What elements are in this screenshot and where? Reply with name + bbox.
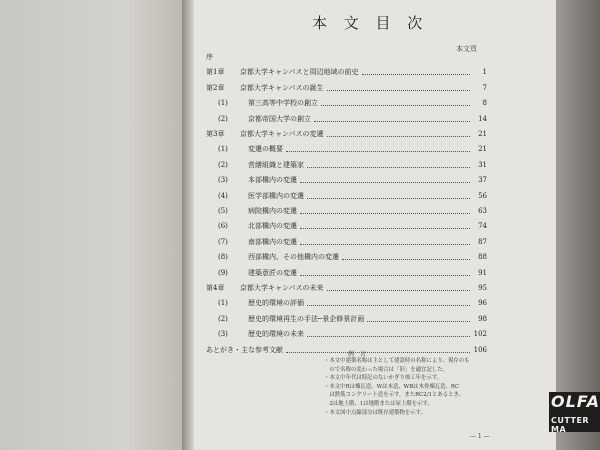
toc-entry-title: 京都大学キャンパスと周辺地域の前史 <box>240 68 359 77</box>
toc-page-number: 14 <box>478 114 487 123</box>
note-line: 2は地上階、1は地階または屋上階を示す。 <box>324 400 433 407</box>
toc-number: (3) <box>218 176 228 185</box>
toc-leader-dots <box>362 73 470 75</box>
toc-row <box>218 114 487 124</box>
toc-number: (8) <box>218 253 228 262</box>
toc-leader-dots <box>342 258 470 260</box>
toc-number: (1) <box>218 145 228 154</box>
toc-entry-title: 京都大学キャンパスの変遷 <box>240 130 324 138</box>
toc-leader-dots <box>300 212 470 214</box>
note-line: ・本文中年代は特記のないかぎり竣工年を示す。 <box>324 375 443 382</box>
toc-number: 第2章 <box>206 83 225 92</box>
toc-page-number: 95 <box>478 284 487 292</box>
toc-number: あとがき・主な参考文献 <box>206 345 283 354</box>
toc-entry-title: 歴史的環境再生の手法─景企修景計画 <box>248 314 365 323</box>
note-line: ので名称の変わった場合は「旧」を適宜記した。 <box>324 366 448 373</box>
toc-number: 序 <box>206 53 213 61</box>
toc-page-number: 96 <box>478 299 487 308</box>
toc-leader-dots <box>321 104 470 106</box>
toc-row <box>218 191 487 201</box>
toc-entry-title: 南部構内の変遷 <box>248 237 297 246</box>
toc-page-number: 102 <box>473 330 487 339</box>
toc-page-number: 74 <box>478 222 487 231</box>
toc-number: (9) <box>218 268 228 277</box>
toc-leader-dots <box>367 320 470 322</box>
toc-page-number: 21 <box>478 145 487 154</box>
toc-page-number: 87 <box>478 237 487 246</box>
toc-leader-dots <box>307 335 470 337</box>
toc-row <box>218 98 487 108</box>
toc-entry-title: 医学部構内の変遷 <box>248 191 304 200</box>
toc-entry-title: 変遷の概要 <box>248 145 283 154</box>
toc-number: (6) <box>218 222 228 231</box>
toc-row <box>218 298 487 308</box>
toc-leader-dots <box>307 166 470 168</box>
brand-logo: OLFA <box>551 392 600 411</box>
toc-number: (7) <box>218 237 228 246</box>
toc-row <box>218 268 487 278</box>
toc-entry-title: 京都大学キャンパスの未来 <box>240 284 324 292</box>
toc-number: 第1章 <box>206 68 225 77</box>
toc-number: (3) <box>218 330 228 339</box>
toc-row <box>218 206 487 216</box>
toc-page-number: 1 <box>482 68 487 77</box>
toc-number: (2) <box>218 114 228 123</box>
notes-heading: 例 言 <box>348 351 368 358</box>
toc-title: 本 文 目 次 <box>312 14 429 32</box>
toc-page-number: 7 <box>482 83 487 92</box>
toc-number: (1) <box>218 99 228 108</box>
note-line: ・本文中Rは煉瓦造、Wは木造、WBは木骨煉瓦造、RC <box>324 383 460 390</box>
note-line: は鉄筋コンクリート造を示す。またRC2/1とあるとき、 <box>324 392 465 399</box>
book-gutter <box>182 0 194 450</box>
toc-entry-title: 歴史的環境の評価 <box>248 299 304 308</box>
toc-row <box>206 129 487 139</box>
toc-leader-dots <box>286 150 470 152</box>
toc-number: (5) <box>218 207 228 215</box>
toc-entry-title: 第三高等中学校の創立 <box>248 99 318 108</box>
toc-entry-title: 西部構内、その他構内の変遷 <box>248 253 339 262</box>
page-column-header: 本文頁 <box>456 45 477 53</box>
toc-row <box>218 221 487 231</box>
toc-leader-dots <box>307 197 470 199</box>
toc-page-number: 91 <box>478 268 487 277</box>
toc-row <box>206 67 487 77</box>
page-edge <box>556 0 600 450</box>
toc-page-number: 8 <box>482 99 487 108</box>
note-line: ・本文中建築名称は主として建設時の名称により、現存のも <box>324 358 470 364</box>
toc-row <box>206 83 487 93</box>
toc-row <box>218 252 487 262</box>
toc-entry-title: 建築意匠の変遷 <box>248 268 297 277</box>
toc-leader-dots <box>300 243 470 245</box>
toc-page-number: 37 <box>478 176 487 185</box>
toc-row <box>218 160 487 170</box>
toc-entry-title: 病院構内の変遷 <box>248 207 297 215</box>
toc-page-number: 31 <box>478 160 487 169</box>
toc-leader-dots <box>307 304 470 306</box>
toc-leader-dots <box>300 227 470 229</box>
toc-leader-dots <box>300 181 470 183</box>
toc-page-number: 56 <box>478 191 487 200</box>
toc-number: (4) <box>218 191 228 200</box>
toc-entry-title: 北部構内の変遷 <box>248 222 297 231</box>
brand-subtext: CUTTER MA <box>551 416 590 432</box>
toc-page-number: 88 <box>478 253 487 262</box>
toc-entry-title: 京都大学キャンパスの誕生 <box>240 83 324 92</box>
toc-page-number: 21 <box>478 130 487 138</box>
toc-leader-dots <box>314 120 470 122</box>
toc-row <box>218 144 487 154</box>
toc-page-number: 63 <box>478 207 487 215</box>
left-page <box>0 0 182 450</box>
cutter-label <box>549 392 600 432</box>
toc-entry-title: 京都帝国大学の創立 <box>248 114 311 123</box>
toc-row <box>218 329 487 339</box>
toc-page-number: 106 <box>473 345 487 354</box>
toc-row <box>218 175 487 185</box>
toc-row <box>206 52 487 62</box>
toc-leader-dots <box>300 274 470 276</box>
notes <box>324 357 544 417</box>
toc-row <box>206 345 487 355</box>
toc-number: 第4章 <box>206 284 225 292</box>
toc-leader-dots <box>286 351 470 353</box>
toc-number: (1) <box>218 299 228 308</box>
toc-row <box>218 237 487 247</box>
toc-number: (2) <box>218 314 228 323</box>
note-line: ・本文図中点線部分は既存建築物を示す。 <box>324 409 426 416</box>
toc-entry-title: 本部構内の変遷 <box>248 176 297 185</box>
toc-entry-title: 歴史的環境の未来 <box>248 330 304 339</box>
toc-entry-title: 営繕組織と建築家 <box>248 160 304 169</box>
toc-leader-dots <box>327 89 470 91</box>
toc-leader-dots <box>327 135 470 137</box>
toc-row <box>218 314 487 324</box>
toc-leader-dots <box>327 289 470 291</box>
toc-number: (2) <box>218 160 228 169</box>
toc-number: 第3章 <box>206 130 225 138</box>
toc-row <box>206 283 487 293</box>
toc-page-number: 98 <box>478 314 487 323</box>
page-number: — 1 — <box>470 433 490 440</box>
